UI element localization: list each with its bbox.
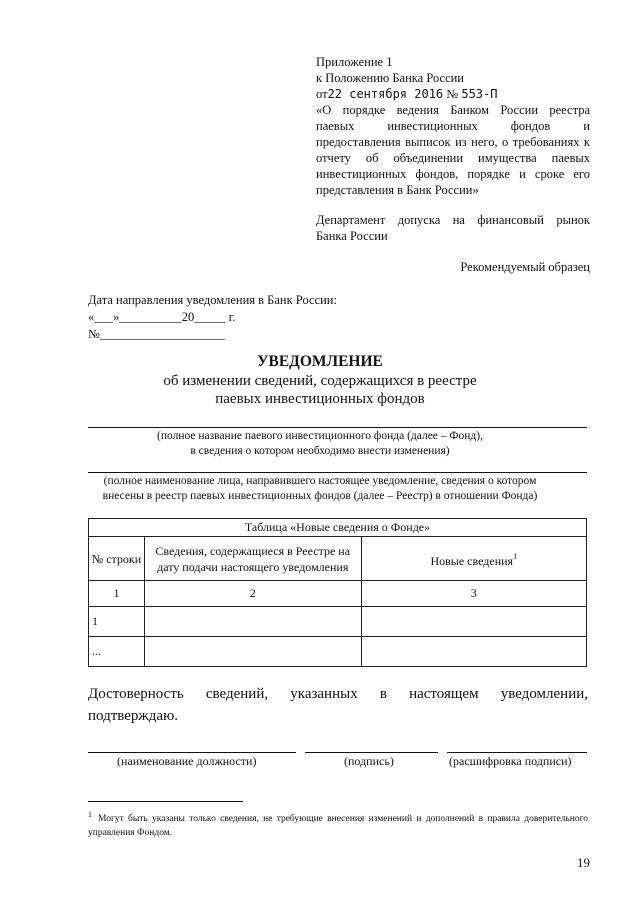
new-fund-info-table (88, 518, 587, 667)
footnote (88, 808, 588, 840)
regulation-title-line-4: отчету об объединении имущества паевых (316, 151, 590, 165)
appendix-title: Приложение 1 (316, 55, 393, 69)
header-new-info: Новые сведения$^1$ (361, 537, 586, 581)
regulation-title-line-2: паевых инвестиционных фондов и (316, 119, 590, 133)
registry-info-cell (144, 637, 361, 667)
table-row (89, 607, 587, 637)
regulation-date: 22 сентября 2016 (327, 87, 444, 101)
fund-caption-line-2: в сведения о котором необходимо внести изменения) (190, 445, 450, 457)
decoding-caption: (расшифровка подписи) (449, 754, 572, 768)
page-number: 19 (577, 855, 590, 870)
date-fill-line: «___»__________20_____ г. (88, 310, 236, 324)
regulation-title-line-1: «О порядке ведения Банком России реестра (316, 103, 590, 117)
new-info-cell (361, 637, 586, 667)
registry-info-cell (144, 607, 361, 637)
footnote-separator (88, 801, 243, 802)
appendix-header (316, 54, 590, 244)
new-info-cell (361, 607, 586, 637)
sender-name-line (88, 472, 587, 473)
table-row (89, 637, 587, 667)
sample-label: Рекомендуемый образец (460, 260, 590, 274)
header-registry-info: Сведения, содержащиеся в Реестре на дату подачи настоящего уведомления (144, 537, 361, 581)
sender-caption-line-1: (полное наименование лица, направившего настоящее уведомление, сведения о котором (103, 475, 537, 487)
appendix-date-line (316, 86, 590, 102)
document-title: УВЕДОМЛЕНИЕ (257, 353, 383, 370)
regulation-number: 553-П (461, 87, 498, 101)
department-line-1: Департамент допуска на финансовый рынок (316, 213, 590, 227)
date-block (88, 292, 337, 343)
column-number-1: 1 (89, 581, 145, 607)
document-subtitle-2: паевых инвестиционных фондов (215, 391, 425, 407)
column-number-2: 2 (144, 581, 361, 607)
regulation-title-line-5: инвестиционных фондов, порядке и сроке его (316, 167, 590, 181)
footnote-text: Могут быть указаны только сведения, не требующие внесения изменений и дополнений в правила доверительного управления Фондом. (88, 814, 588, 838)
confirmation-line-1: Достоверность сведений, указанных в настоящем уведомлении, (88, 686, 588, 702)
decoding-line (447, 752, 587, 753)
header-row-number: № строки (89, 537, 145, 581)
confirmation-line-2: подтверждаю. (88, 708, 179, 724)
regulation-title-line-3: предоставления выписок из него, о требованиях к (316, 135, 590, 149)
sender-name-caption (0, 474, 640, 504)
signature-caption: (подпись) (344, 754, 394, 768)
regulation-title-line-6: представления в Банк России» (316, 183, 479, 197)
position-caption: (наименование должности) (117, 754, 257, 768)
footnote-marker: 1 (88, 810, 92, 819)
number-fill-line: №____________________ (88, 327, 225, 341)
sender-caption-line-2: внесены в реестр паевых инвестиционных фондов (далее – Реестр) в отношении Фонда) (102, 490, 538, 502)
signature-line (305, 752, 438, 753)
position-line (88, 752, 296, 753)
department-line-2: Банка России (316, 229, 388, 243)
row-number-cell: ... (89, 637, 145, 667)
date-label: Дата направления уведомления в Банк России: (88, 293, 337, 307)
table-caption: Таблица «Новые сведения о Фонде» (89, 519, 587, 537)
document-subtitle-1: об изменении сведений, содержащихся в реестре (163, 373, 477, 389)
from-prefix: от (316, 87, 328, 101)
column-number-3: 3 (361, 581, 586, 607)
fund-name-line (88, 427, 587, 428)
footnote-ref: 1 (513, 551, 518, 561)
number-sign: № (446, 87, 459, 101)
appendix-regulation: к Положению Банка России (316, 71, 464, 85)
fund-name-caption (0, 429, 640, 459)
fund-caption-line-1: (полное название паевого инвестиционного фонда (далее – Фонд), (157, 430, 483, 442)
row-number-cell: 1 (89, 607, 145, 637)
